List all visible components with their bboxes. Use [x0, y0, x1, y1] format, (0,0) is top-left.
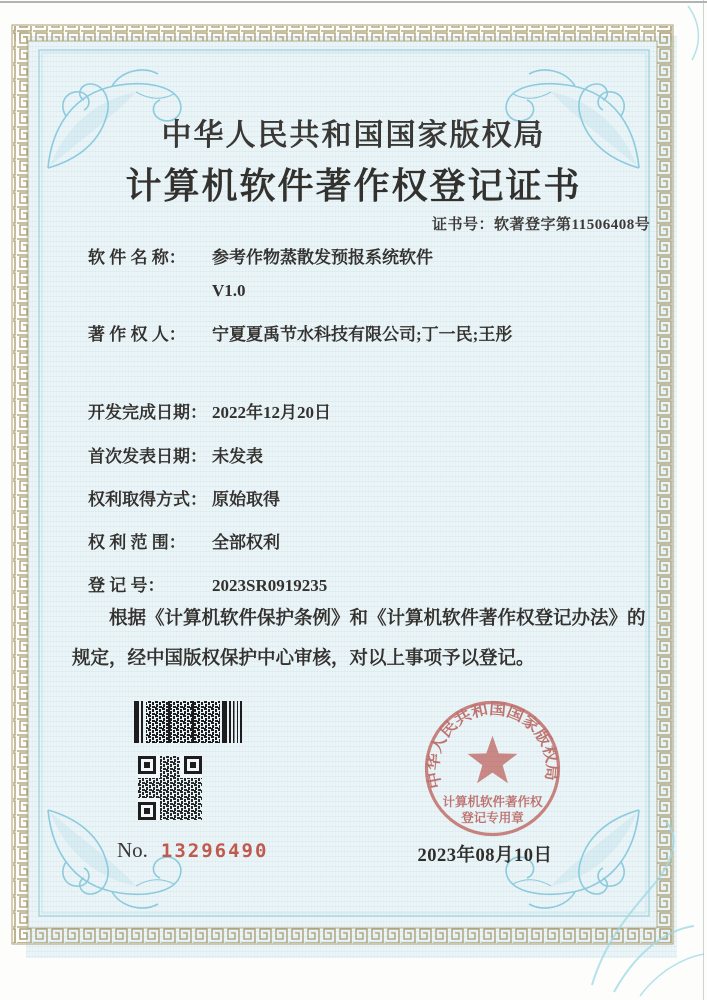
software-version: V1.0 [212, 281, 246, 300]
qr-finder-bottom-left [138, 798, 160, 820]
field-copyright-owner [88, 323, 512, 347]
serial-number-label: No. [117, 838, 148, 862]
field-value: 宁夏夏禹节水科技有限公司;丁一民;王彤 [212, 325, 513, 344]
serial-number-line [117, 838, 268, 863]
star-icon [468, 736, 518, 783]
field-rights-scope [88, 531, 280, 555]
field-label: 软 件 名 称： [88, 248, 186, 267]
field-value: 2022年12月20日 [212, 403, 331, 422]
field-label: 著 作 权 人： [88, 325, 186, 344]
qr-finder-top-left [138, 756, 160, 778]
field-completion-date [88, 401, 331, 425]
issue-date: 2023年08月10日 [417, 846, 553, 866]
registration-statement-line2: 规定，经中国版权保护中心审核，对以上事项予以登记。 [72, 649, 535, 669]
seal-ring-text: 中华人民共和国国家版权局 [424, 700, 560, 790]
seal-line1: 计算机软件著作权 [442, 795, 543, 809]
field-acquisition-method [88, 488, 280, 512]
field-registration-number [88, 574, 327, 598]
field-first-publication [88, 445, 263, 469]
scan-edge-artifact [0, 1, 707, 3]
field-value: 全部权利 [212, 533, 280, 552]
field-value: 原始取得 [212, 490, 280, 509]
qr-finder-top-right [180, 756, 202, 778]
field-software-name [88, 246, 433, 270]
field-label: 权利取得方式： [88, 490, 207, 509]
field-label: 权 利 范 围： [88, 533, 186, 552]
qr-code-image [138, 756, 202, 820]
field-value: 未发表 [212, 447, 263, 466]
certificate-title: 计算机软件著作权登记证书 [125, 166, 582, 206]
registration-statement-line1: 根据《计算机软件保护条例》和《计算机软件著作权登记办法》的 [109, 609, 646, 629]
certificate-number-label: 证书号： [432, 217, 495, 233]
field-value: 2023SR0919235 [212, 576, 328, 595]
seal-line2: 登记专用章 [461, 811, 524, 825]
serial-number-value: 13296490 [160, 840, 269, 862]
certificate-number-value: 软著登字第11506408号 [494, 217, 651, 233]
field-label: 首次发表日期： [88, 447, 207, 466]
official-seal [420, 696, 565, 841]
field-label: 登 记 号： [88, 576, 165, 595]
field-label: 开发完成日期： [88, 403, 207, 422]
barcode-image [134, 701, 246, 743]
authority-name: 中华人民共和国国家版权局 [161, 119, 546, 152]
certificate-number [432, 213, 650, 234]
field-value: 参考作物蒸散发预报系统软件 [212, 248, 433, 267]
